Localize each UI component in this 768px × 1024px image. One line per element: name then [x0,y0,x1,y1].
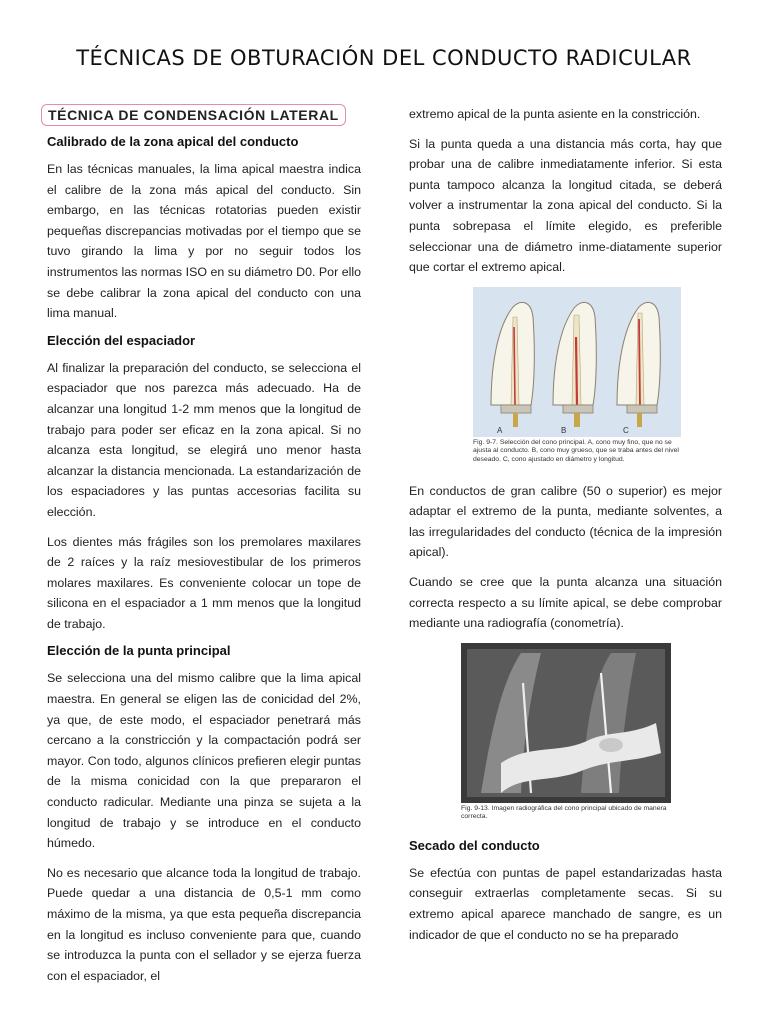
label-c: C [623,425,629,435]
heading-calibrado: Calibrado de la zona apical del conducto [47,134,299,149]
page-title: TÉCNICAS DE OBTURACIÓN DEL CONDUCTO RADICULAR [76,46,692,70]
left-column [47,104,361,995]
right-column [409,104,722,954]
paragraph: Si la punta queda a una distancia más corta, hay que probar una de calibre inmediatamente inferior. Si esta punta tampoco alcanza la longitud citada, se deberá volver a instrumentar la zona apical del conducto. Si la punta sobrepasa el límite elegido, es preferible seleccionar una de diámetro inme-diatamente superior que cortar el extremo apical. [409,136,722,275]
figure-caption: Fig. 9-13. Imagen radiográfica del cono principal ubicado de manera correcta. [461,804,667,821]
heading-espaciador: Elección del espaciador [47,332,196,348]
label-b: B [561,425,567,435]
paragraph: En conductos de gran calibre (50 o superior) es mejor adaptar el extremo de la punta, mediante solventes, a las irregularidades del conducto (técnica de la impresión apical). [409,483,722,560]
figure-caption: Fig. 9-7. Selección del cono principal. A, cono muy fino, que no se ajusta al conducto. B, cono muy grueso, que se traba antes del nivel deseado. C, cono ajustado en diámetro y longitud. [473,438,679,463]
paragraph: Se selecciona una del mismo calibre que la lima apical maestra. En general se eligen las de conicidad del 2%, ya que, de este modo, el espaciador penetrará más cercano a la constricción y la compactación podrá ser mayor. Con todo, algunos clínicos prefieren elegir puntas de la misma conicidad con la que prepararon el conducto radicular. Mediante una pinza se sujeta a la longitud de trabajo y se introduce en el conducto húmedo. [47,671,361,851]
heading-secado: Secado del conducto [409,837,540,853]
tooth-illustration [473,287,681,437]
paragraph: Los dientes más frágiles son los premolares maxilares de 2 raíces y la raíz mesiovestibular de los primeros molares maxilares. Es conveniente colocar un tope de silicona en el espaciador a 1 mm menos que la longitud de trabajo. [47,534,361,631]
label-a: A [497,425,503,435]
paragraph: extremo apical de la punta asiente en la constricción. [409,107,701,121]
paragraph: No es necesario que alcance toda la longitud de trabajo. Puede quedar a una distancia de 0,5-1 mm como máximo de la misma, ya que esta pequeña discrepancia en la longitud es incluso conveniente para que, cuando se introduzca la punta con el sellador y se ejerza fuerza con el espaciador, el [47,865,361,983]
figure-cone-selection [473,287,681,465]
paragraph: Cuando se cree que la punta alcanza una situación correcta respecto a su límite apical, se debe comprobar mediante una radiografía (conometría). [409,574,722,631]
figure-radiograph [461,643,671,822]
paragraph: Se efectúa con puntas de papel estandarizadas hasta conseguir extraerlas completamente secas. Si su extremo apical aparece manchado de sangre, es un indicador de que el conducto no se ha preparado [409,865,722,942]
heading-punta-principal: Elección de la punta principal [47,643,231,659]
paragraph: Al finalizar la preparación del conducto, se selecciona el espaciador que nos parezca más adecuado. Ha de alcanzar una longitud 1-2 mm menos que la longitud de trabajo para poder ser eficaz en la zona apical. Si no alcanza esta longitud, se elegirá uno menor hasta alcanzar la distancia mencionada. La estandarización de los espaciadores y las puntas accesorias facilita su elección. [47,360,361,519]
paragraph: En las técnicas manuales, la lima apical maestra indica el calibre de la zona más apical del conducto. Sin embargo, en las técnicas rotatorias pueden existir pequeñas discrepancias motivadas por el tiempo que se tuvo girando la lima y por no seguir todos los instrumentos las normas ISO en su diámetro D0. Por ello se debe calibrar la zona apical del conducto con una lima manual. [47,162,361,321]
section-badge: TÉCNICA DE CONDENSACIÓN LATERAL [41,104,346,126]
radiograph-image [461,643,671,803]
